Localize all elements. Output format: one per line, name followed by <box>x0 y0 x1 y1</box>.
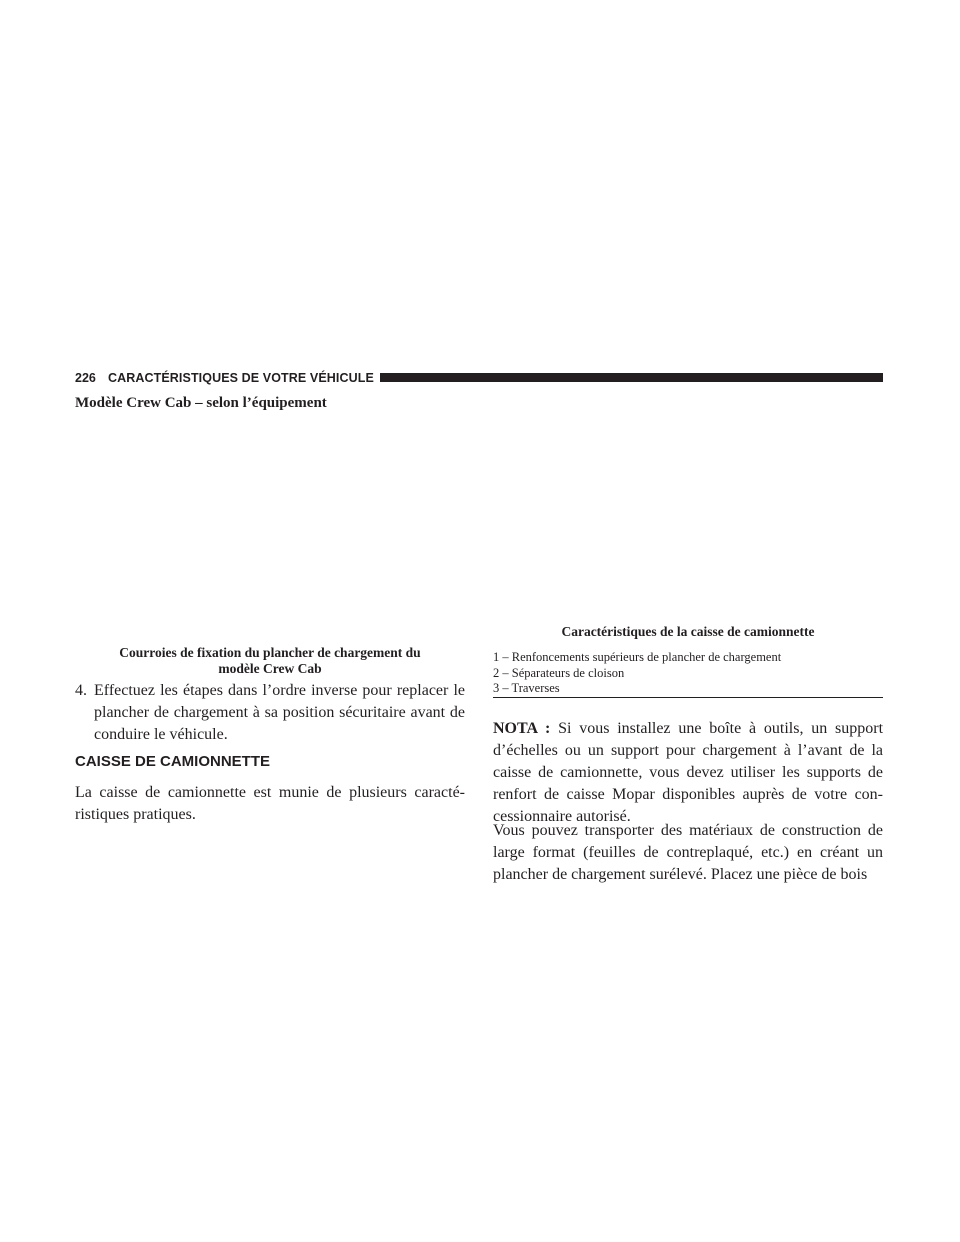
body-paragraph: Vous pouvez transporter des matériaux de construction de large format (feuilles de contreplaqué, etc.) en créant un plancher de chargement surélevé. Placez une pièce de bois <box>493 822 883 883</box>
header-rule <box>380 373 883 382</box>
step-number: 4. <box>75 682 87 699</box>
subsection-title: Modèle Crew Cab – selon l’équipement <box>75 395 327 411</box>
legend-item: 2 – Séparateurs de cloison <box>493 665 625 680</box>
figure-caption-left <box>75 645 465 677</box>
section-title: CARACTÉRISTIQUES DE VOTRE VÉHICULE <box>108 371 374 385</box>
note-paragraph <box>493 718 883 828</box>
caption-line-1: Courroies de fixation du plancher de chargement du <box>119 645 421 660</box>
intro-paragraph: La caisse de camionnette est munie de plusieurs caracté-ristiques pratiques. <box>75 784 465 823</box>
figure-caption-right: Caractéristiques de la caisse de camionnette <box>561 624 815 639</box>
caption-line-2: modèle Crew Cab <box>218 661 322 676</box>
figure-legend <box>493 650 883 697</box>
legend-item: 1 – Renfoncements supérieurs de plancher de chargement <box>493 650 782 664</box>
step-4 <box>75 680 465 746</box>
legend-item: 3 – Traverses <box>493 681 560 695</box>
legend-divider <box>493 697 883 698</box>
section-heading: CAISSE DE CAMIONNETTE <box>75 753 271 770</box>
page-header <box>75 370 883 386</box>
note-label: NOTA : <box>493 720 551 737</box>
note-text: Si vous installez une boîte à outils, un support d’échelles ou un support pour chargement à l’avant de la caisse de camionnette, vous devez utiliser les supports de renfort de caisse Mopar disponibles auprès de votre con-cessionnaire autorisé. <box>493 720 884 825</box>
page-number: 226 <box>75 371 96 385</box>
step-text: Effectuez les étapes dans l’ordre inverse pour replacer le plancher de chargement à sa position sécuritaire avant de conduire le véhicule. <box>94 682 465 743</box>
